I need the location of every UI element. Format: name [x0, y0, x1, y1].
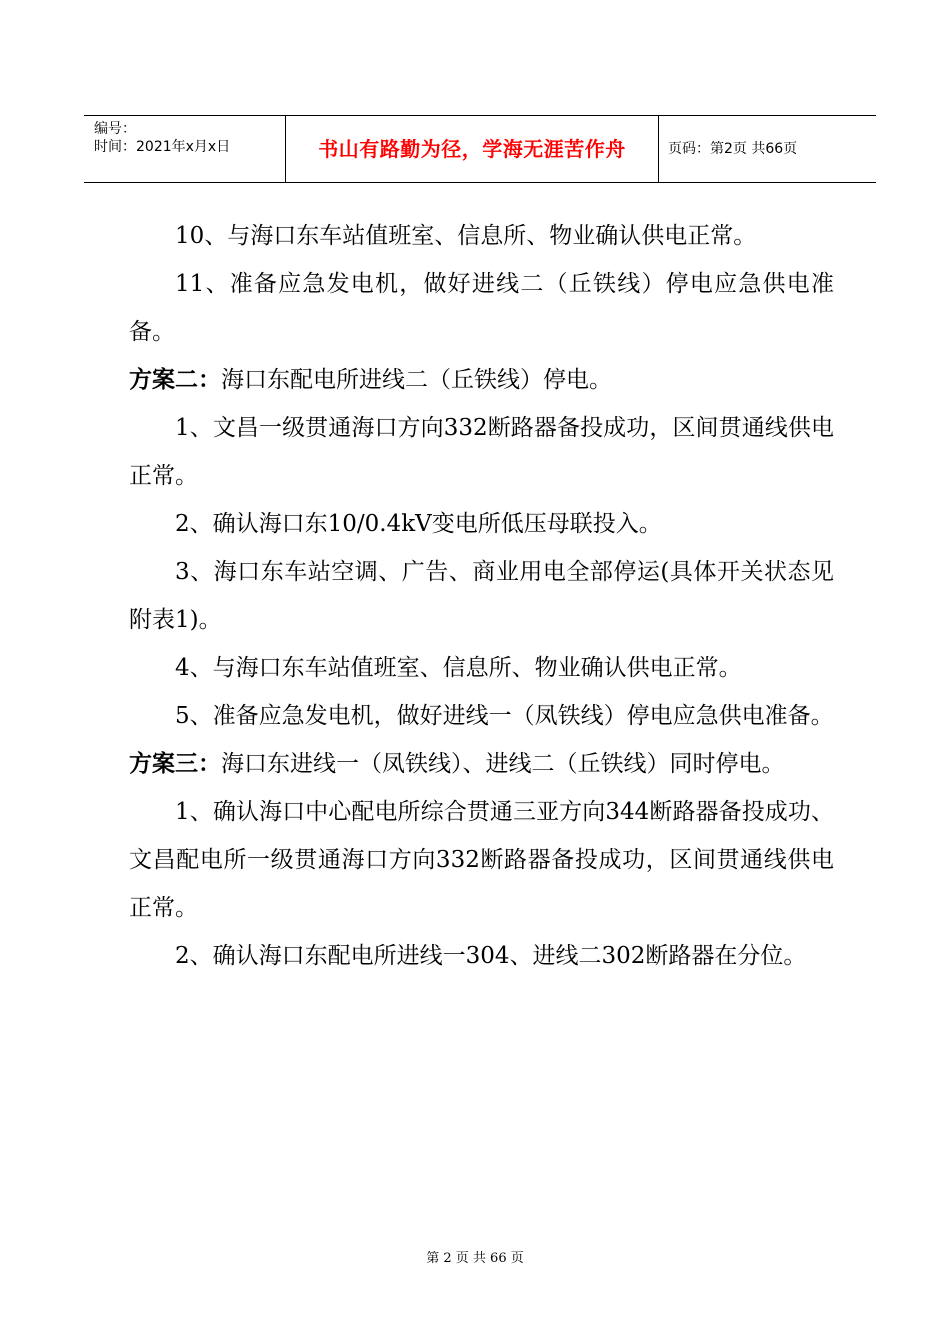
list-item: 2、确认海口东10/0.4kV变电所低压母联投入。	[175, 511, 662, 537]
header-motto: 书山有路勤为径，学海无涯苦作舟	[286, 116, 659, 182]
plan-title: 海口东进线一（凤铁线）、进线二（丘铁线）同时停电。	[221, 751, 785, 777]
plan-title: 海口东配电所进线二（丘铁线）停电。	[221, 367, 612, 393]
time-label: 时间：2021年x月x日	[94, 139, 231, 155]
list-item: 1、文昌一级贯通海口方向332断路器备投成功，区间贯通线供电正常。	[129, 415, 834, 489]
document-body	[129, 212, 834, 980]
page-header	[84, 115, 876, 183]
plan-heading	[129, 740, 834, 788]
page-footer: 第 2 页 共 66 页	[426, 1251, 524, 1266]
serial-label: 编号：	[94, 121, 136, 137]
list-item: 11、准备应急发电机，做好进线二（丘铁线）停电应急供电准备。	[129, 271, 834, 345]
plan-label: 方案三：	[129, 751, 221, 777]
header-info-cell	[84, 116, 286, 182]
list-item: 10、与海口东车站值班室、信息所、物业确认供电正常。	[175, 223, 757, 249]
list-item: 4、与海口东车站值班室、信息所、物业确认供电正常。	[175, 655, 742, 681]
list-item: 1、确认海口中心配电所综合贯通三亚方向344断路器备投成功、文昌配电所一级贯通海口方向332断路器备投成功，区间贯通线供电正常。	[129, 799, 834, 921]
list-item: 2、确认海口东配电所进线一304、进线二302断路器在分位。	[175, 943, 807, 969]
plan-label: 方案二：	[129, 367, 221, 393]
list-item: 5、准备应急发电机，做好进线一（凤铁线）停电应急供电准备。	[175, 703, 834, 729]
header-page-label: 页码：第2页 共66页	[668, 141, 798, 157]
list-item: 3、海口东车站空调、广告、商业用电全部停运(具体开关状态见附表1)。	[129, 559, 834, 633]
plan-heading	[129, 356, 834, 404]
